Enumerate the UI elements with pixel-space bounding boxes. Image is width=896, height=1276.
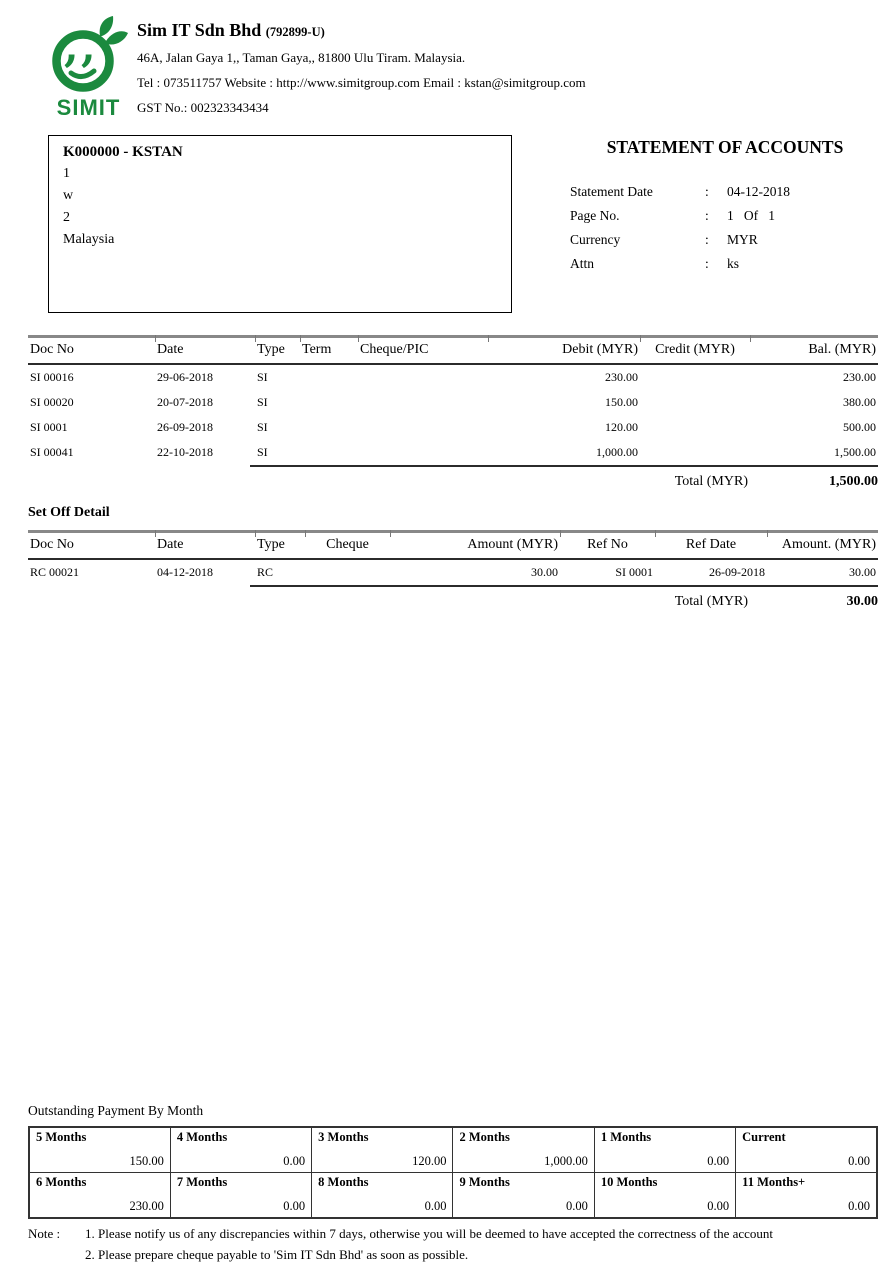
statement-field-separator: : [705, 256, 709, 271]
set-off-table [28, 530, 878, 585]
company-gst-no: GST No.: 002323343434 [137, 100, 269, 115]
customer-address-line: w [63, 188, 74, 203]
cell-credit [640, 415, 750, 440]
table-row [28, 559, 878, 585]
aging-cell-5-months [29, 1127, 170, 1173]
column-header-term: Term [300, 337, 358, 365]
column-header-ref-no: Ref No [560, 532, 655, 560]
statement-field-label: Statement Date [570, 184, 653, 199]
aging-cell-8-months [312, 1173, 453, 1219]
aging-cell-label: 1 Months [600, 1130, 652, 1144]
total-value: 30.00 [846, 594, 878, 609]
aging-cell-value: 0.00 [565, 1199, 588, 1213]
aging-row [29, 1127, 877, 1173]
cell-date: 20-07-2018 [157, 395, 213, 409]
cell-type: SI [257, 420, 268, 434]
cell-type: SI [257, 445, 268, 459]
statement-field-page-no [570, 208, 880, 223]
statement-field-value: MYR [727, 232, 758, 247]
cell-date: 22-10-2018 [157, 445, 213, 459]
cell-credit [640, 364, 750, 390]
outstanding-by-month-table [28, 1126, 878, 1219]
cell-cheque-pic [358, 390, 488, 415]
company-contact: Tel : 073511757 Website : http://www.simitgroup.com Email : kstan@simitgroup.com [137, 75, 586, 90]
aging-cell-label: 6 Months [36, 1175, 87, 1189]
table-row [28, 415, 878, 440]
aging-cell-1-months [594, 1127, 735, 1173]
aging-cell-4-months [170, 1127, 311, 1173]
column-header-bal: Bal. (MYR) [750, 337, 878, 365]
statement-field-separator: : [705, 232, 709, 247]
aging-cell-value: 0.00 [707, 1154, 730, 1168]
cell-doc-no: SI 00041 [30, 445, 74, 459]
customer-address-box [48, 135, 512, 313]
statement-field-label: Attn [570, 256, 595, 271]
total-label: Total (MYR) [674, 594, 748, 609]
total-label: Total (MYR) [674, 474, 748, 489]
cell-cheque-pic [358, 440, 488, 465]
cell-doc-no: SI 00020 [30, 395, 74, 409]
statement-field-value: 1 Of 1 [727, 208, 775, 223]
statement-fields [570, 184, 880, 271]
cell-debit: 1,000.00 [596, 445, 638, 459]
cell-cheque [305, 559, 390, 585]
statement-field-statement-date [570, 184, 880, 199]
company-name: Sim IT Sdn Bhd [137, 20, 262, 40]
set-off-section-title: Set Off Detail [28, 505, 110, 520]
company-address: 46A, Jalan Gaya 1,, Taman Gaya,, 81800 Ulu Tiram. Malaysia. [137, 50, 466, 65]
company-reg-no: (792899-U) [265, 25, 325, 39]
cell-term [300, 364, 358, 390]
aging-cell-label: 8 Months [318, 1175, 369, 1189]
cell-type: SI [257, 395, 268, 409]
table-row [28, 440, 878, 465]
aging-section-title: Outstanding Payment By Month [28, 1103, 204, 1118]
cell-bal: 1,500.00 [834, 445, 876, 459]
cell-credit [640, 440, 750, 465]
column-header-doc-no: Doc No [28, 532, 155, 560]
aging-cell-label: Current [742, 1130, 786, 1144]
statement-field-value: ks [727, 256, 740, 271]
cell-term [300, 390, 358, 415]
cell-bal: 500.00 [843, 420, 876, 434]
cell-bal: 230.00 [843, 370, 876, 384]
aging-cell-value: 230.00 [129, 1199, 164, 1213]
info-row [48, 135, 896, 313]
aging-row [29, 1173, 877, 1219]
aging-cell-value: 0.00 [848, 1199, 870, 1213]
aging-cell-11-months-plus [736, 1173, 877, 1219]
table-row [28, 390, 878, 415]
customer-address-line: 2 [63, 210, 70, 225]
aging-cell-6-months [29, 1173, 170, 1219]
cell-amount: 30.00 [531, 565, 558, 579]
column-header-type: Type [255, 337, 300, 365]
svg-text:,: , [63, 22, 79, 71]
aging-cell-10-months [594, 1173, 735, 1219]
aging-cell-value: 1,000.00 [544, 1154, 588, 1168]
aging-cell-value: 120.00 [412, 1154, 447, 1168]
aging-cell-value: 0.00 [283, 1154, 306, 1168]
cell-ref-no: SI 0001 [615, 565, 653, 579]
column-header-doc-no: Doc No [28, 337, 155, 365]
column-header-amount: Amount (MYR) [390, 532, 560, 560]
column-header-date: Date [155, 337, 255, 365]
statement-field-attn [570, 256, 880, 271]
aging-cell-label: 7 Months [176, 1175, 228, 1189]
logo-text: SIMIT [56, 95, 121, 120]
column-header-type: Type [255, 532, 305, 560]
note-item: 1. Please notify us of any discrepancies within 7 days, otherwise you will be deemed to have accepted the correctness of the account [85, 1226, 774, 1241]
aging-cell-9-months [453, 1173, 594, 1219]
statement-field-separator: : [705, 184, 709, 199]
aging-cell-value: 0.00 [424, 1199, 447, 1213]
set-off-header-row [28, 532, 878, 560]
aging-cell-label: 10 Months [600, 1175, 658, 1189]
aging-cell-label: 11 Months+ [742, 1175, 806, 1189]
total-value: 1,500.00 [829, 474, 878, 489]
statement-field-currency [570, 232, 880, 247]
statement-field-separator: : [705, 208, 709, 223]
statement-field-label: Page No. [570, 208, 620, 223]
cell-cheque-pic [358, 364, 488, 390]
document-header [0, 0, 896, 121]
aging-cell-label: 4 Months [176, 1130, 228, 1144]
aging-cell-label: 5 Months [36, 1130, 87, 1144]
cell-term [300, 440, 358, 465]
note-item: 2. Please prepare cheque payable to 'Sim IT Sdn Bhd' as soon as possible. [85, 1247, 469, 1262]
cell-term [300, 415, 358, 440]
cell-cheque-pic [358, 415, 488, 440]
customer-address-line: Malaysia [63, 232, 115, 247]
aging-cell-value: 0.00 [707, 1199, 730, 1213]
notes-items [85, 1226, 773, 1268]
column-header-debit: Debit (MYR) [488, 337, 640, 365]
cell-ref-date: 26-09-2018 [709, 565, 765, 579]
column-header-date: Date [155, 532, 255, 560]
aging-cell-value: 150.00 [129, 1154, 164, 1168]
aging-cell-2-months [453, 1127, 594, 1173]
column-header-cheque-pic: Cheque/PIC [358, 337, 488, 365]
column-header-ref-date: Ref Date [655, 532, 767, 560]
cell-date: 29-06-2018 [157, 370, 213, 384]
cell-debit: 120.00 [605, 420, 638, 434]
aging-cell-current [736, 1127, 877, 1173]
set-off-total-row [250, 585, 878, 610]
cell-debit: 150.00 [605, 395, 638, 409]
aging-cell-7-months [170, 1173, 311, 1219]
column-header-credit: Credit (MYR) [640, 337, 750, 365]
aging-cell-label: 3 Months [318, 1130, 369, 1144]
logo-face-icon [49, 16, 129, 94]
company-name-line [137, 20, 586, 41]
company-info [137, 16, 586, 121]
cell-type: RC [257, 565, 274, 579]
notes-section [28, 1226, 896, 1268]
transactions-total-row [250, 465, 878, 490]
cell-date: 04-12-2018 [157, 565, 213, 579]
svg-text:,: , [80, 22, 96, 71]
customer-address-line: 1 [63, 166, 70, 181]
aging-cell-value: 0.00 [848, 1154, 870, 1168]
table-row [28, 364, 878, 390]
cell-doc-no: RC 00021 [30, 565, 80, 579]
statement-field-label: Currency [570, 232, 621, 247]
cell-ref-amount: 30.00 [849, 565, 876, 579]
cell-doc-no: SI 00016 [30, 370, 74, 384]
bottom-block [0, 1103, 896, 1268]
customer-code-name: K000000 - KSTAN [63, 144, 183, 160]
transactions-table [28, 335, 878, 465]
statement-title: STATEMENT OF ACCOUNTS [606, 137, 844, 157]
notes-label: Note : [28, 1226, 61, 1241]
cell-date: 26-09-2018 [157, 420, 213, 434]
aging-cell-value: 0.00 [283, 1199, 306, 1213]
statement-field-value: 04-12-2018 [727, 184, 790, 199]
aging-cell-label: 2 Months [459, 1130, 510, 1144]
cell-doc-no: SI 0001 [30, 420, 68, 434]
statement-info-block [570, 135, 880, 313]
cell-type: SI [257, 370, 268, 384]
cell-credit [640, 390, 750, 415]
column-header-cheque: Cheque [305, 532, 390, 560]
aging-cell-label: 9 Months [459, 1175, 510, 1189]
cell-debit: 230.00 [605, 370, 638, 384]
column-header-ref-amount: Amount. (MYR) [767, 532, 878, 560]
cell-bal: 380.00 [843, 395, 876, 409]
aging-cell-3-months [312, 1127, 453, 1173]
company-logo [40, 16, 137, 121]
transactions-header-row [28, 337, 878, 365]
